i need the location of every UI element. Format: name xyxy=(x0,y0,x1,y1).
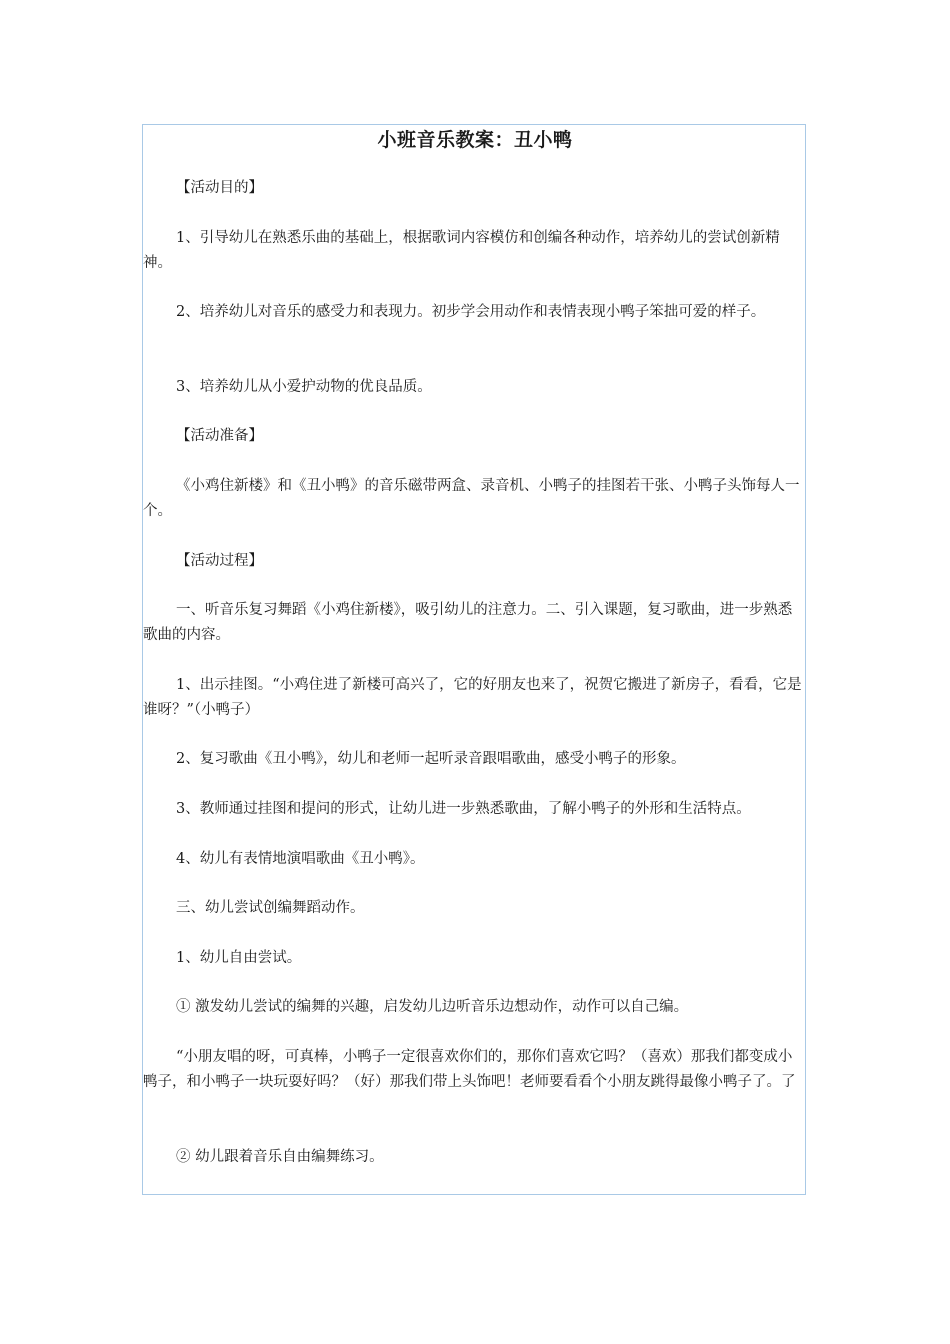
process-step-three-item-1: 1、幼儿自由尝试。 xyxy=(176,950,302,966)
process-paragraph-2: 2、复习歌曲《丑小鸭》，幼儿和老师一起听录音跟唱歌曲，感受小鸭子的形象。 xyxy=(176,751,686,767)
section-heading-process: 【活动过程】 xyxy=(176,553,263,569)
process-paragraph-3: 3、教师通过挂图和提问的形式，让幼儿进一步熟悉歌曲，了解小鸭子的外形和生活特点。 xyxy=(176,801,751,817)
process-paragraph-intro: 一、听音乐复习舞蹈《小鸡住新楼》，吸引幼儿的注意力。二、引入课题，复习歌曲，进一步熟悉歌曲的内容。 xyxy=(143,602,793,643)
section-heading-goals: 【活动目的】 xyxy=(176,180,263,196)
goal-paragraph-2: 2、培养幼儿对音乐的感受力和表现力。初步学会用动作和表情表现小鸭子笨拙可爱的样子。 xyxy=(176,304,766,320)
document-frame xyxy=(142,124,806,1195)
process-paragraph-4: 4、幼儿有表情地演唱歌曲《丑小鸭》。 xyxy=(176,851,425,867)
goal-paragraph-3: 3、培养幼儿从小爱护动物的优良品质。 xyxy=(176,379,432,395)
process-step-three-sub-1: ① 激发幼儿尝试的编舞的兴趣，启发幼儿边听音乐边想动作，动作可以自己编。 xyxy=(176,999,689,1015)
document-title: 小班音乐教案：丑小鸭 xyxy=(377,129,573,151)
section-heading-preparation: 【活动准备】 xyxy=(176,428,263,444)
goal-paragraph-1: 1、引导幼儿在熟悉乐曲的基础上，根据歌词内容模仿和创编各种动作，培养幼儿的尝试创新精神。 xyxy=(143,230,780,271)
process-step-three-sub-2: ② 幼儿跟着音乐自由编舞练习。 xyxy=(176,1149,384,1165)
process-step-three-heading: 三、幼儿尝试创编舞蹈动作。 xyxy=(176,900,365,916)
preparation-paragraph: 《小鸡住新楼》和《丑小鸭》的音乐磁带两盒、录音机、小鸭子的挂图若干张、小鸭子头饰每人一个。 xyxy=(143,478,800,519)
process-paragraph-1: 1、出示挂图。“小鸡住进了新楼可高兴了，它的好朋友也来了，祝贺它搬进了新房子，看看，它是谁呀？”（小鸭子） xyxy=(143,677,802,718)
teacher-quote-paragraph: “小朋友唱的呀，可真棒，小鸭子一定很喜欢你们的，那你们喜欢它吗？（喜欢）那我们都变成小鸭子，和小鸭子一块玩耍好吗？（好）那我们带上头饰吧！老师要看看个小朋友跳得最像小鸭子了。了 xyxy=(143,1049,796,1090)
